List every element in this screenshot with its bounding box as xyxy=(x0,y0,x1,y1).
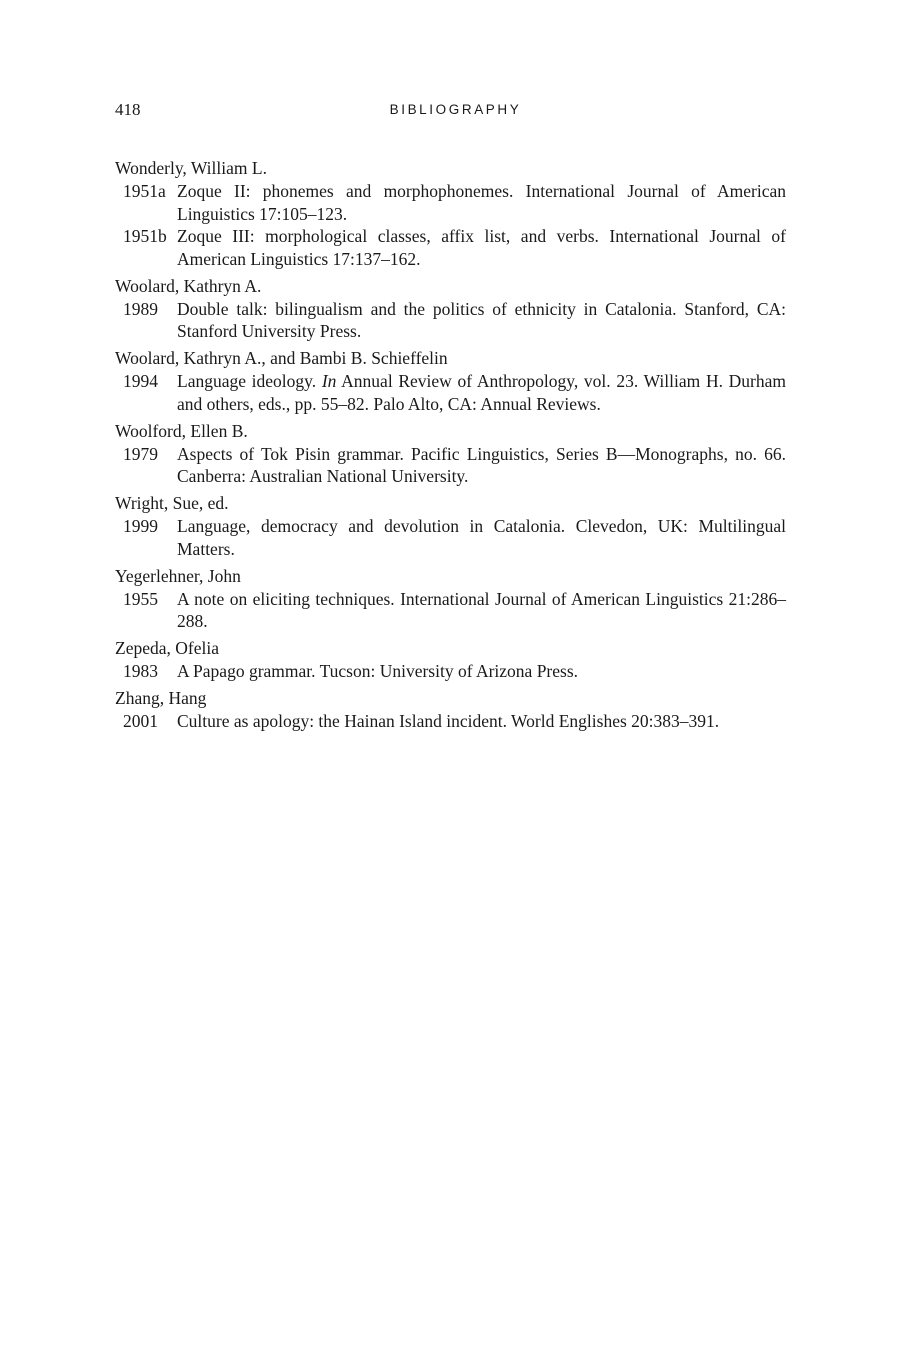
entry-work xyxy=(115,710,786,733)
bibliography-entry xyxy=(115,157,786,270)
work-citation: Zoque II: phonemes and morphophonemes. International Journal of American Linguistics 17:105–123. xyxy=(177,181,786,224)
bibliography-entry xyxy=(115,687,786,733)
work-citation: Zoque III: morphological classes, affix list, and verbs. International Journal of American Linguistics 17:137–162. xyxy=(177,226,786,269)
entry-work xyxy=(115,370,786,415)
bibliography-entry xyxy=(115,420,786,488)
entry-work xyxy=(115,225,786,270)
running-head xyxy=(115,98,786,122)
running-title: BIBLIOGRAPHY xyxy=(389,102,522,117)
bibliography-entry xyxy=(115,492,786,560)
entry-work xyxy=(115,298,786,343)
citation-text-start: Language ideology. xyxy=(177,371,322,391)
entry-author: Woolford, Ellen B. xyxy=(115,420,248,441)
work-year: 1955 xyxy=(123,588,158,609)
entry-author: Zepeda, Ofelia xyxy=(115,638,219,658)
work-year: 1979 xyxy=(123,443,158,464)
work-citation xyxy=(169,370,786,415)
entry-author: Wonderly, William L. xyxy=(115,158,267,178)
entry-author: Yegerlehner, John xyxy=(115,565,241,586)
entry-work xyxy=(115,443,786,488)
entry-author: Woolard, Kathryn A. xyxy=(115,275,262,296)
work-year: 1999 xyxy=(123,516,158,536)
bibliography-page xyxy=(115,98,786,737)
work-citation: A Papago grammar. Tucson: University of Arizona Press. xyxy=(177,661,579,681)
work-year: 1983 xyxy=(123,661,158,681)
work-citation: Aspects of Tok Pisin grammar. Pacific Linguistics, Series B—Monographs, no. 66. Canberra: Australian National University. xyxy=(177,443,786,486)
entry-work xyxy=(115,515,786,560)
bibliography-entry xyxy=(115,275,786,343)
work-citation: Language, democracy and devolution in Catalonia. Clevedon, UK: Multilingual Matters. xyxy=(177,516,786,559)
entry-author: Zhang, Hang xyxy=(115,688,207,708)
work-year: 1989 xyxy=(123,298,158,319)
work-citation: Culture as apology: the Hainan Island incident. World Englishes 20:383–391. xyxy=(177,711,720,731)
work-year: 2001 xyxy=(123,711,158,731)
work-year: 1951a xyxy=(123,181,166,201)
bibliography-entry xyxy=(115,565,786,633)
work-year: 1951b xyxy=(123,226,167,246)
work-year: 1994 xyxy=(123,371,158,391)
entry-work xyxy=(115,588,786,633)
citation-italic-in: In xyxy=(321,371,337,391)
entry-work xyxy=(115,660,786,683)
citation-text-end: Annual Review of Anthropology, vol. 23. William H. Durham and others, eds., pp. 55–82. Palo Alto, CA: Annual Reviews. xyxy=(177,371,786,414)
page-number: 418 xyxy=(115,100,141,119)
bibliography-entry xyxy=(115,637,786,683)
bibliography-entries xyxy=(115,157,786,733)
work-citation: A note on eliciting techniques. International Journal of American Linguistics 21:286–288. xyxy=(177,588,786,631)
work-citation: Double talk: bilingualism and the politics of ethnicity in Catalonia. Stanford, CA: Stanford University Press. xyxy=(177,298,786,341)
entry-work xyxy=(115,180,786,225)
entry-author: Wright, Sue, ed. xyxy=(115,493,229,513)
entry-author: Woolard, Kathryn A., and Bambi B. Schieffelin xyxy=(115,348,448,368)
bibliography-entry xyxy=(115,347,786,415)
